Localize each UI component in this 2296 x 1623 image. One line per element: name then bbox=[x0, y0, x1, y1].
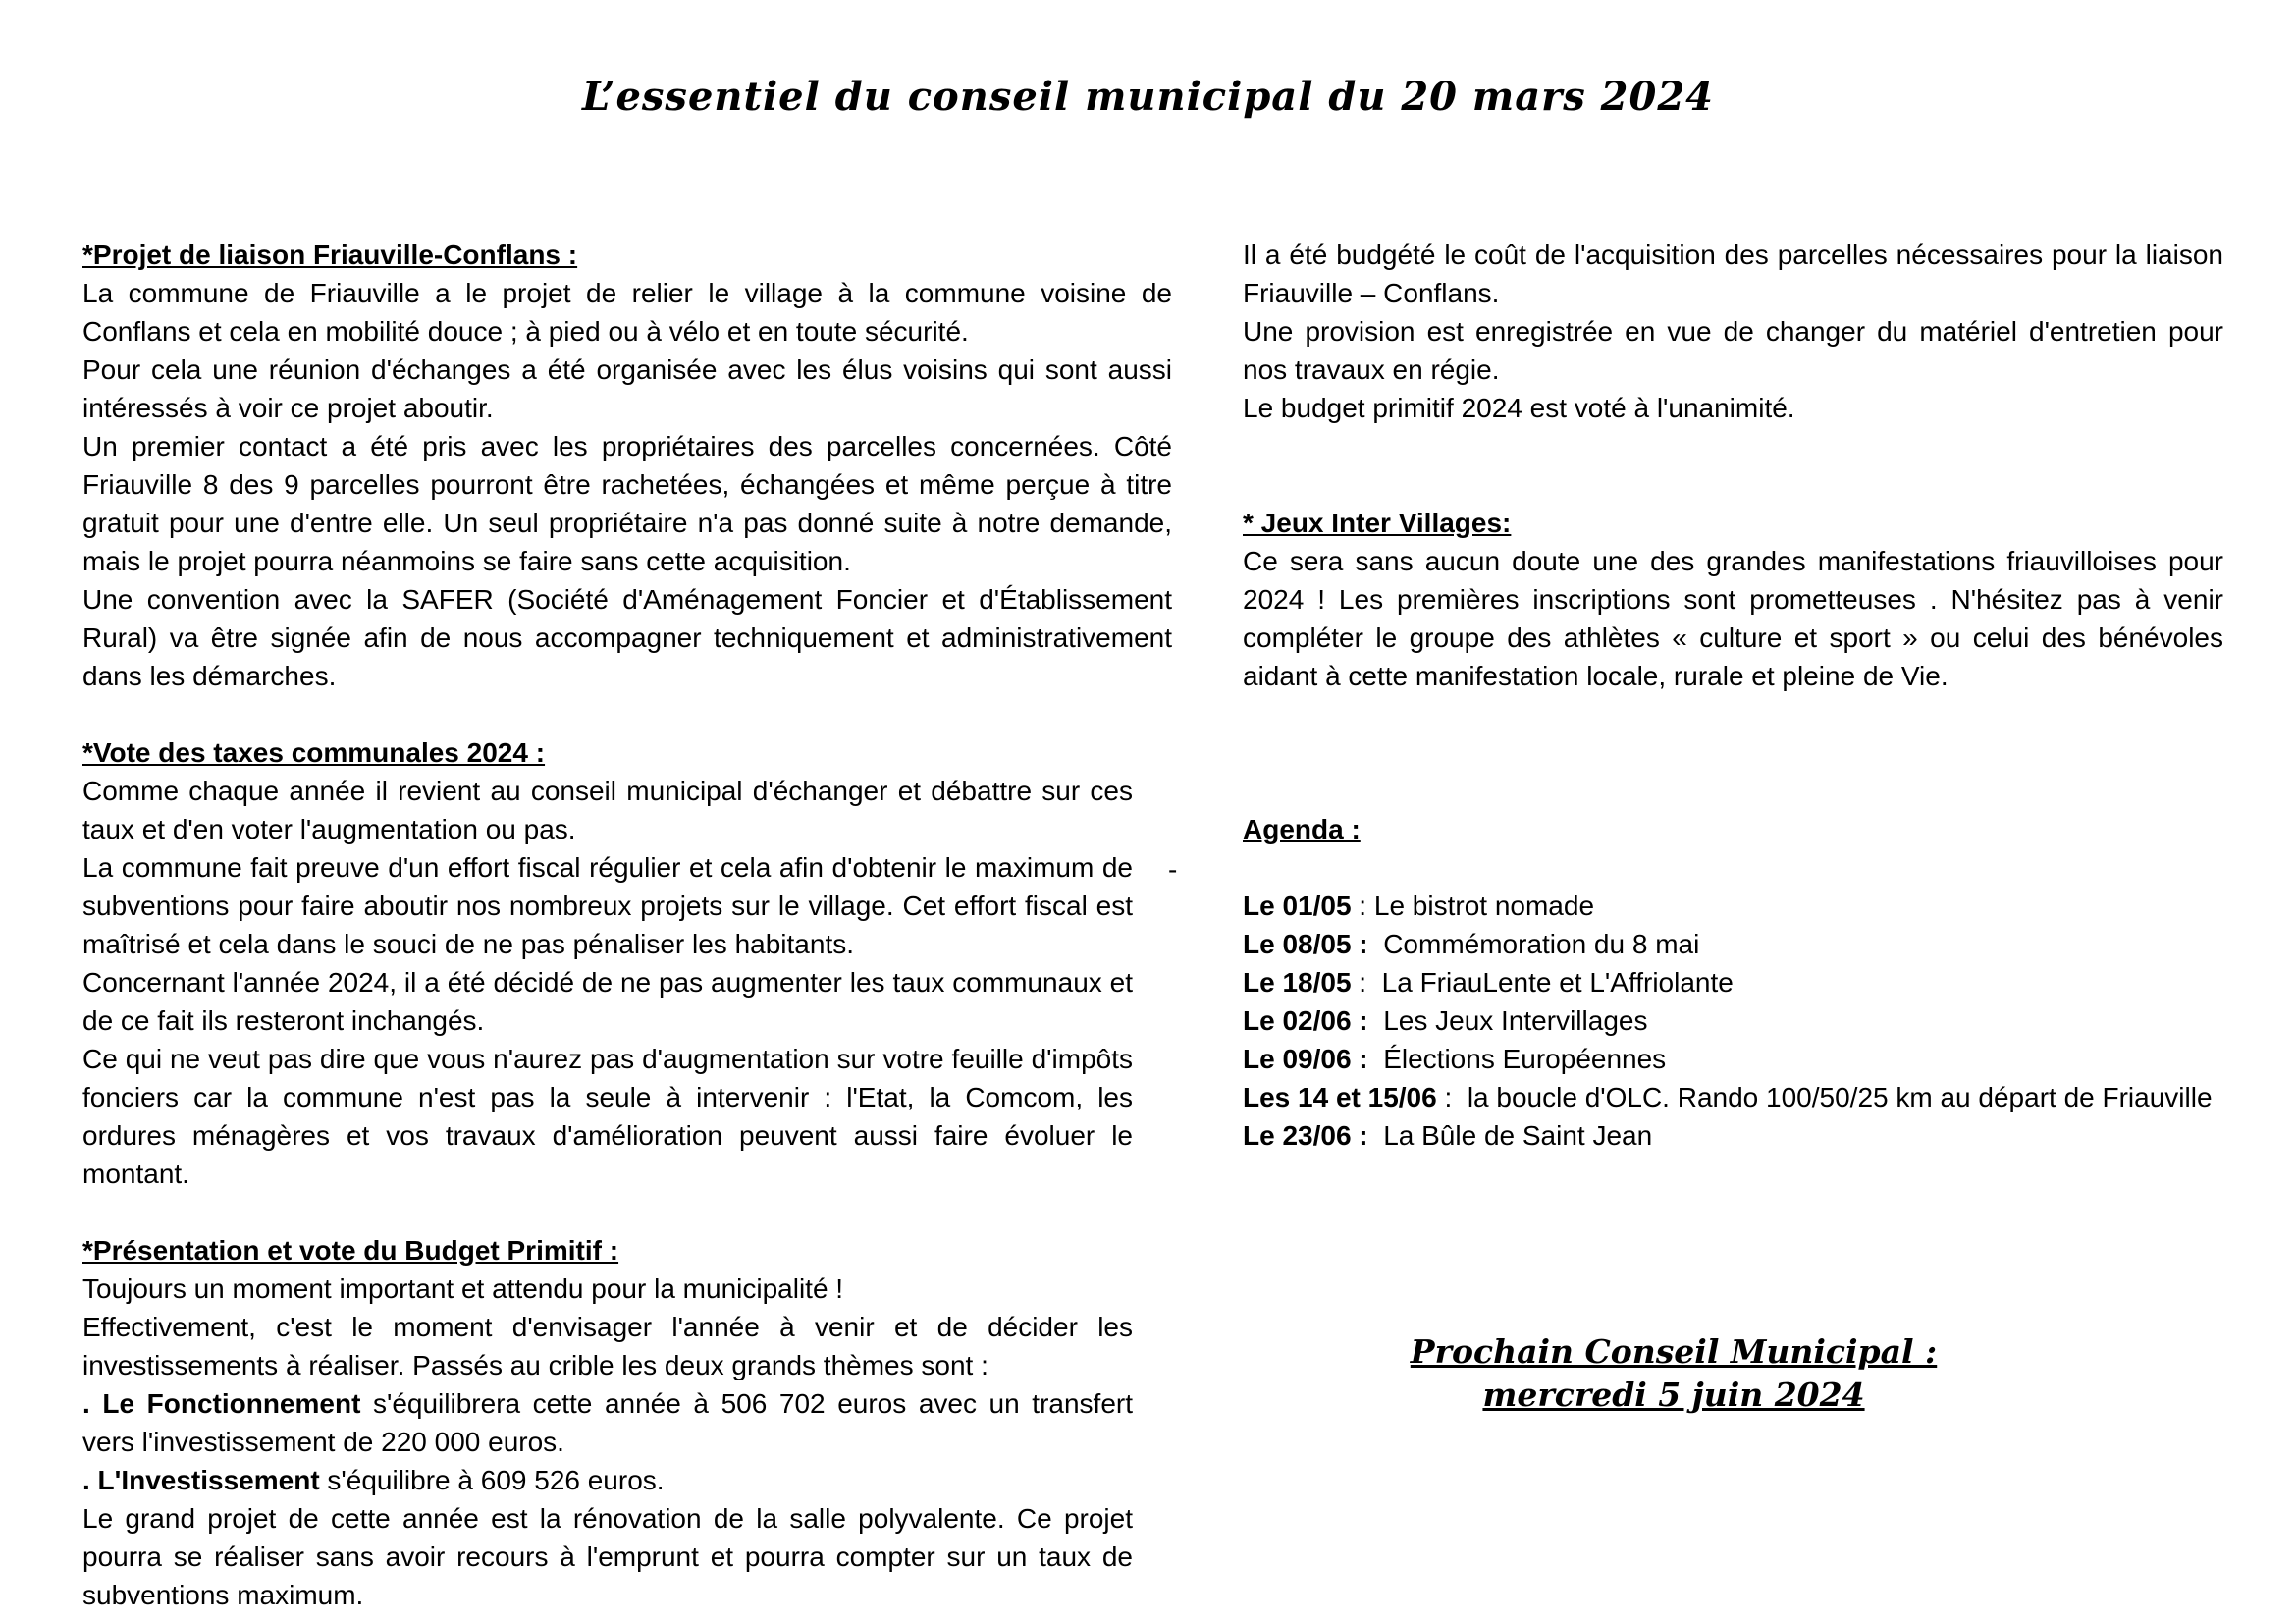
agenda-sep: : bbox=[1351, 891, 1374, 921]
section-taxes bbox=[82, 733, 1133, 1193]
paragraph: Une convention avec la SAFER (Société d'Aménagement Foncier et d'Établissement Rural) va être signée afin de nous accompagner techniquement et administrativement dans les démarches. bbox=[82, 584, 1172, 691]
paragraph-fonctionnement bbox=[82, 1384, 1133, 1461]
agenda-date: Les 14 et 15/06 bbox=[1243, 1082, 1437, 1112]
paragraph: Un premier contact a été pris avec les propriétaires des parcelles concernées. Côté Friauville 8 des 9 parcelles pourront être rachetées, échangées et même perçue à titre gratuit pour une d'entre elle. Un seul propriétaire n'a pas donné suite à notre demande, mais le projet pourra néanmoins se faire sans cette acquisition. bbox=[82, 431, 1172, 576]
next-council-date: mercredi 5 juin 2024 bbox=[1482, 1376, 1865, 1414]
paragraph: La commune de Friauville a le projet de relier le village à la commune voisine de Conflans et cela en mobilité douce ; à pied ou à vélo et en toute sécurité. bbox=[82, 278, 1172, 347]
paragraph: Concernant l'année 2024, il a été décidé de ne pas augmenter les taux communaux et de ce fait ils resteront inchangés. bbox=[82, 967, 1133, 1036]
agenda-item bbox=[1243, 887, 2223, 925]
agenda-heading: Agenda : bbox=[1243, 814, 1361, 844]
paragraph: Ce sera sans aucun doute une des grandes manifestations friauvilloises pour 2024 ! Les premières inscriptions sont prometteuses . N'hésitez pas à venir compléter le groupe des athlètes « culture et sport » ou celui des bénévoles aidant à cette manifestation locale, rurale et pleine de Vie. bbox=[1243, 546, 2223, 691]
paragraph: Comme chaque année il revient au conseil municipal d'échanger et débattre sur ces taux et d'en voter l'augmentation ou pas. bbox=[82, 776, 1133, 844]
paragraph-investissement bbox=[82, 1461, 1133, 1499]
section-heading: *Présentation et vote du Budget Primitif : bbox=[82, 1235, 619, 1266]
agenda-item bbox=[1243, 1040, 2223, 1078]
agenda-item bbox=[1243, 925, 2223, 963]
agenda-date: Le 01/05 bbox=[1243, 891, 1352, 921]
agenda-event: Élections Européennes bbox=[1383, 1044, 1667, 1074]
agenda-item bbox=[1243, 1001, 2223, 1040]
agenda-event: Les Jeux Intervillages bbox=[1383, 1005, 1648, 1036]
section-liaison bbox=[82, 236, 1172, 695]
investissement-text: s'équilibre à 609 526 euros. bbox=[319, 1465, 665, 1495]
section-jeux bbox=[1243, 504, 2223, 695]
agenda-sep bbox=[1368, 1044, 1384, 1074]
agenda-event: Le bistrot nomade bbox=[1373, 891, 1595, 921]
next-council-notice bbox=[1266, 1330, 2081, 1417]
fonctionnement-label: . Le Fonctionnement bbox=[82, 1388, 361, 1419]
section-heading: * Jeux Inter Villages: bbox=[1243, 508, 1512, 538]
agenda-date: Le 23/06 : bbox=[1243, 1120, 1368, 1151]
agenda-date: Le 02/06 : bbox=[1243, 1005, 1368, 1036]
agenda-sep: : bbox=[1436, 1082, 1468, 1112]
agenda-item bbox=[1243, 963, 2223, 1001]
agenda-item bbox=[1243, 1078, 2223, 1116]
agenda-date: Le 08/05 : bbox=[1243, 929, 1368, 959]
agenda-sep bbox=[1368, 1005, 1384, 1036]
investissement-label: . L'Investissement bbox=[82, 1465, 320, 1495]
left-column bbox=[82, 236, 1172, 1614]
agenda-event: La Bûle de Saint Jean bbox=[1383, 1120, 1653, 1151]
agenda-date: Le 18/05 bbox=[1243, 967, 1352, 998]
section-heading: *Vote des taxes communales 2024 : bbox=[82, 737, 546, 768]
agenda-event: Commémoration du 8 mai bbox=[1383, 929, 1700, 959]
section-heading: *Projet de liaison Friauville-Conflans : bbox=[82, 240, 578, 270]
agenda-event: la boucle d'OLC. Rando 100/50/25 km au départ de Friauville bbox=[1467, 1082, 2213, 1112]
paragraph: Ce qui ne veut pas dire que vous n'aurez pas d'augmentation sur votre feuille d'impôts fonciers car la commune n'est pas la seule à intervenir : l'Etat, la Comcom, les ordures ménagères et vos travaux d'amélioration peuvent aussi faire évoluer le montant. bbox=[82, 1044, 1133, 1189]
agenda-event: La FriauLente et L'Affriolante bbox=[1381, 967, 1734, 998]
paragraph: Il a été budgété le coût de l'acquisition des parcelles nécessaires pour la liaison Friauville – Conflans. bbox=[1243, 240, 2223, 308]
page-title: L’essentiel du conseil municipal du 20 mars 2024 bbox=[582, 74, 1714, 120]
next-council-title: Prochain Conseil Municipal : bbox=[1410, 1332, 1938, 1371]
section-budget-continued bbox=[1243, 236, 2223, 427]
paragraph: Pour cela une réunion d'échanges a été organisée avec les élus voisins qui sont aussi intéressés à voir ce projet aboutir. bbox=[82, 354, 1172, 423]
stray-dash: - bbox=[1168, 854, 1178, 885]
right-column bbox=[1243, 236, 2223, 1155]
paragraph: Le budget primitif 2024 est voté à l'unanimité. bbox=[1243, 393, 1795, 423]
section-agenda bbox=[1243, 810, 2223, 1155]
agenda-item bbox=[1243, 1116, 2223, 1155]
fonctionnement-text: s'équilibrera cette année à 506 702 euros avec un transfert vers l'investissement de 220 000 euros. bbox=[82, 1388, 1133, 1457]
agenda-sep bbox=[1368, 1120, 1384, 1151]
paragraph: Effectivement, c'est le moment d'envisager l'année à venir et de décider les investissements à réaliser. Passés au crible les deux grands thèmes sont : bbox=[82, 1312, 1133, 1380]
paragraph: La commune fait preuve d'un effort fiscal régulier et cela afin d'obtenir le maximum de subventions pour faire aboutir nos nombreux projets sur le village. Cet effort fiscal est maîtrisé et cela dans le souci de ne pas pénaliser les habitants. bbox=[82, 852, 1133, 959]
agenda-sep: : bbox=[1351, 967, 1382, 998]
paragraph: Une provision est enregistrée en vue de changer du matériel d'entretien pour nos travaux en régie. bbox=[1243, 316, 2223, 385]
agenda-date: Le 09/06 : bbox=[1243, 1044, 1368, 1074]
paragraph: Toujours un moment important et attendu pour la municipalité ! bbox=[82, 1273, 844, 1304]
paragraph: Le grand projet de cette année est la rénovation de la salle polyvalente. Ce projet pourra se réaliser sans avoir recours à l'emprunt et pourra compter sur un taux de subventions maximum. bbox=[82, 1503, 1133, 1610]
agenda-sep bbox=[1368, 929, 1384, 959]
section-budget bbox=[82, 1231, 1133, 1614]
